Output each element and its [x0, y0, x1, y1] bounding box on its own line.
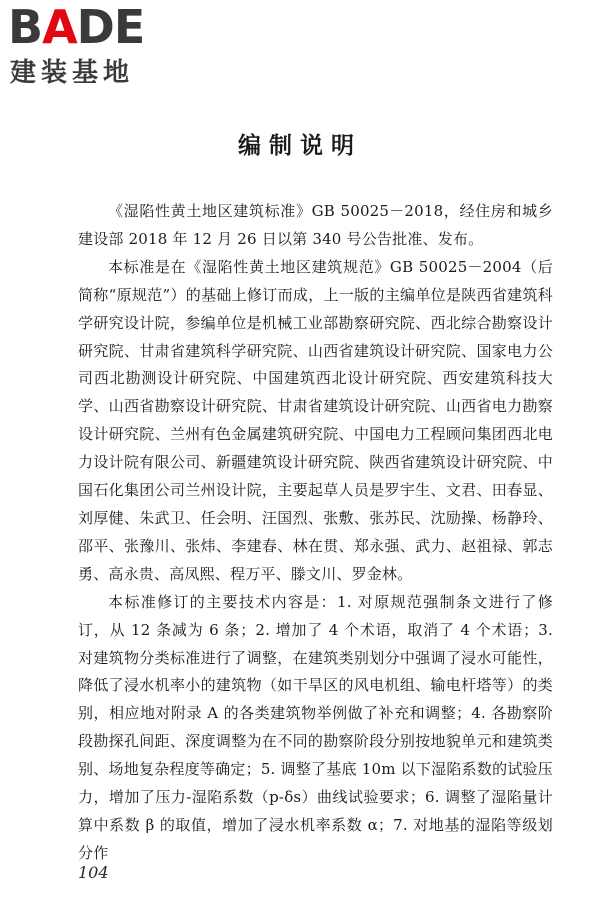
page-title: 编制说明 [238, 133, 362, 159]
logo-wordmark [8, 2, 144, 52]
paragraph-publication: 《湿陷性黄土地区建筑标准》GB 50025－2018，经住房和城乡建设部 2018 年 12 月 26 日以第 340 号公告批准、发布。 [78, 202, 553, 248]
page-number: 104 [78, 863, 109, 882]
logo-letter-a-accent: A [42, 0, 77, 54]
bade-logo [8, 2, 178, 94]
logo-letter-b: B [8, 0, 43, 54]
body-text [78, 198, 553, 868]
paragraph-technical-changes: 本标准修订的主要技术内容是：1. 对原规范强制条文进行了修订，从 12 条减为 6 条；2. 增加了 4 个术语，取消了 4 个术语；3. 对建筑物分类标准进行了调整，在建筑类别划分中强调了浸水可能性，降低了浸水机率小的建筑物（如干旱区的风电机组、输电杆塔等）的类别，相应地对附录 A 的各类建筑物举例做了补充和调整；4. 各勘察阶段勘探孔间距、深度调整为在不同的勘察阶段分别按地貌单元和建筑类别、场地复杂程度等确定；5. 调整了基底 10m 以下湿陷系数的试验压力，增加了压力-湿陷系数（p-δs）曲线试验要求；6. 调整了湿陷量计算中系数 β 的取值，增加了浸水机率系数 α；7. 对地基的湿陷等级划分作 [78, 592, 553, 862]
paragraph-revision-background: 本标准是在《湿陷性黄土地区建筑规范》GB 50025－2004（后简称“原规范”）的基础上修订而成，上一版的主编单位是陕西省建筑科学研究设计院，参编单位是机械工业部勘察研究院、西北综合勘察设计研究院、甘肃省建筑科学研究院、山西省建筑设计研究院、国家电力公司西北勘测设计研究院、中国建筑西北设计研究院、西安建筑科技大学、山西省勘察设计研究院、甘肃省建筑设计研究院、山西省电力勘察设计研究院、兰州有色金属建筑研究院、中国电力工程顾问集团西北电力设计院有限公司、新疆建筑设计研究院、陕西省建筑设计研究院、中国石化集团公司兰州设计院，主要起草人员是罗宇生、文君、田春显、刘厚健、朱武卫、任会明、汪国烈、张敷、张苏民、沈励操、杨静玲、邵平、张豫川、张炜、李建春、林在贯、郑永强、武力、赵祖禄、郭志勇、高永贵、高凤熙、程万平、滕文川、罗金林。 [78, 257, 553, 583]
logo-letters-de: DE [76, 0, 145, 54]
logo-subtitle: 建装基地 [10, 58, 135, 88]
